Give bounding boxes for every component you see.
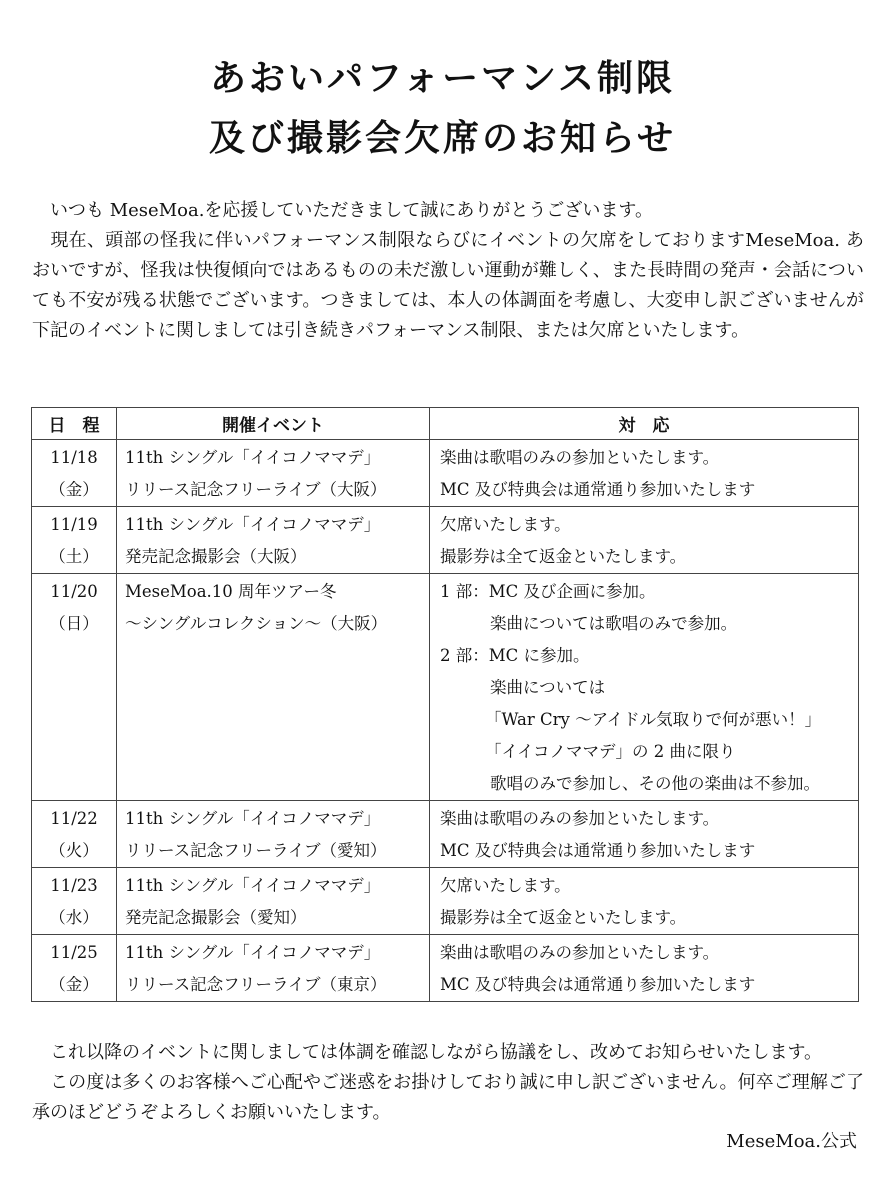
schedule-table	[31, 407, 859, 1002]
weekday: （日）	[49, 614, 99, 633]
table-row	[32, 574, 859, 801]
weekday: （土）	[49, 547, 99, 566]
response-line: 2 部：MC に参加。	[440, 646, 590, 665]
table-row	[32, 507, 859, 574]
response-line: 「イイコノママデ」の 2 曲に限り	[485, 742, 736, 761]
event-line: 11th シングル「イイコノママデ」	[125, 876, 381, 895]
date-cell	[32, 507, 117, 574]
date-cell	[32, 440, 117, 507]
event-cell	[117, 801, 430, 868]
date-cell	[32, 574, 117, 801]
event-line: 発売記念撮影会（愛知）	[125, 908, 307, 927]
date-cell	[32, 868, 117, 935]
response-cell	[430, 440, 859, 507]
response-cell	[430, 801, 859, 868]
event-line: 発売記念撮影会（大阪）	[125, 547, 307, 566]
table-row	[32, 801, 859, 868]
response-cell	[430, 574, 859, 801]
response-line: 撮影券は全て返金といたします。	[440, 908, 687, 927]
event-line: 11th シングル「イイコノママデ」	[125, 515, 381, 534]
weekday: （金）	[49, 480, 99, 499]
header-event: 開催イベント	[117, 408, 430, 440]
event-line: MeseMoa.10 周年ツアー冬	[125, 582, 337, 601]
response-line: 楽曲は歌唱のみの参加といたします。	[440, 809, 720, 828]
event-line: リリース記念フリーライブ（大阪）	[125, 480, 387, 499]
response-line: MC 及び特典会は通常通り参加いたします	[440, 480, 756, 499]
event-line: 11th シングル「イイコノママデ」	[125, 448, 381, 467]
date: 11/18	[50, 448, 98, 467]
event-cell	[117, 440, 430, 507]
event-line: 11th シングル「イイコノママデ」	[125, 809, 381, 828]
date-cell	[32, 935, 117, 1002]
date-cell	[32, 801, 117, 868]
weekday: （金）	[49, 975, 99, 994]
event-line: リリース記念フリーライブ（愛知）	[125, 841, 387, 860]
header-date: 日 程	[32, 408, 117, 440]
event-line: リリース記念フリーライブ（東京）	[125, 975, 387, 994]
response-line: MC 及び特典会は通常通り参加いたします	[440, 975, 756, 994]
response-line: 「War Cry ～アイドル気取りで何が悪い！」	[485, 710, 822, 729]
response-line: 楽曲は歌唱のみの参加といたします。	[440, 943, 720, 962]
date: 11/20	[50, 582, 98, 601]
date: 11/19	[50, 515, 98, 534]
event-line: ～シングルコレクション～（大阪）	[125, 614, 388, 633]
table-header-row	[32, 408, 859, 440]
response-line: 撮影券は全て返金といたします。	[440, 547, 687, 566]
response-line: MC 及び特典会は通常通り参加いたします	[440, 841, 756, 860]
date: 11/25	[50, 943, 98, 962]
event-line: 11th シングル「イイコノママデ」	[125, 943, 381, 962]
response-line: 欠席いたします。	[440, 876, 571, 895]
weekday: （水）	[49, 908, 99, 927]
date: 11/22	[50, 809, 98, 828]
event-cell	[117, 507, 430, 574]
weekday: （火）	[49, 841, 99, 860]
intro-paragraph: いつも MeseMoa.を応援していただきまして誠にありがとうございます。 現在、頭部の怪我に伴いパフォーマンス制限ならびにイベントの欠席をしておりますMeseMoa. あおいですが、怪我は快復傾向ではあるものの未だ激しい運動が難しく、また長時間の発声・会話についても不安が残る状態でございます。つきましては、本人の体調面を考慮し、大変申し訳ございませんが下記のイベントに関しましては引き続きパフォーマンス制限、または欠席といたします。	[32, 200, 864, 341]
event-cell	[117, 868, 430, 935]
header-response: 対 応	[430, 408, 859, 440]
response-line: 楽曲は歌唱のみの参加といたします。	[440, 448, 720, 467]
closing-paragraph: これ以降のイベントに関しましては体調を確認しながら協議をし、改めてお知らせいたします。 この度は多くのお客様へご心配やご迷惑をお掛けしており誠に申し訳ございません。何卒ご理解ご了承のほどどうぞよろしくお願いいたします。	[32, 1042, 864, 1123]
response-line: 楽曲については歌唱のみで参加。	[490, 614, 738, 633]
title-line-2: 及び撮影会欠席のお知らせ	[209, 118, 676, 159]
response-cell	[430, 935, 859, 1002]
event-cell	[117, 574, 430, 801]
response-line: 歌唱のみで参加し、その他の楽曲は不参加。	[490, 774, 820, 793]
response-cell	[430, 507, 859, 574]
table-row	[32, 440, 859, 507]
date: 11/23	[50, 876, 98, 895]
response-cell	[430, 868, 859, 935]
response-line: 1 部：MC 及び企画に参加。	[440, 582, 656, 601]
title-line-1: あおいパフォーマンス制限	[209, 58, 676, 99]
event-cell	[117, 935, 430, 1002]
table-row	[32, 935, 859, 1002]
table-row	[32, 868, 859, 935]
response-line: 欠席いたします。	[440, 515, 571, 534]
response-line: 楽曲については	[490, 678, 606, 697]
signature: MeseMoa.公式	[726, 1131, 857, 1152]
